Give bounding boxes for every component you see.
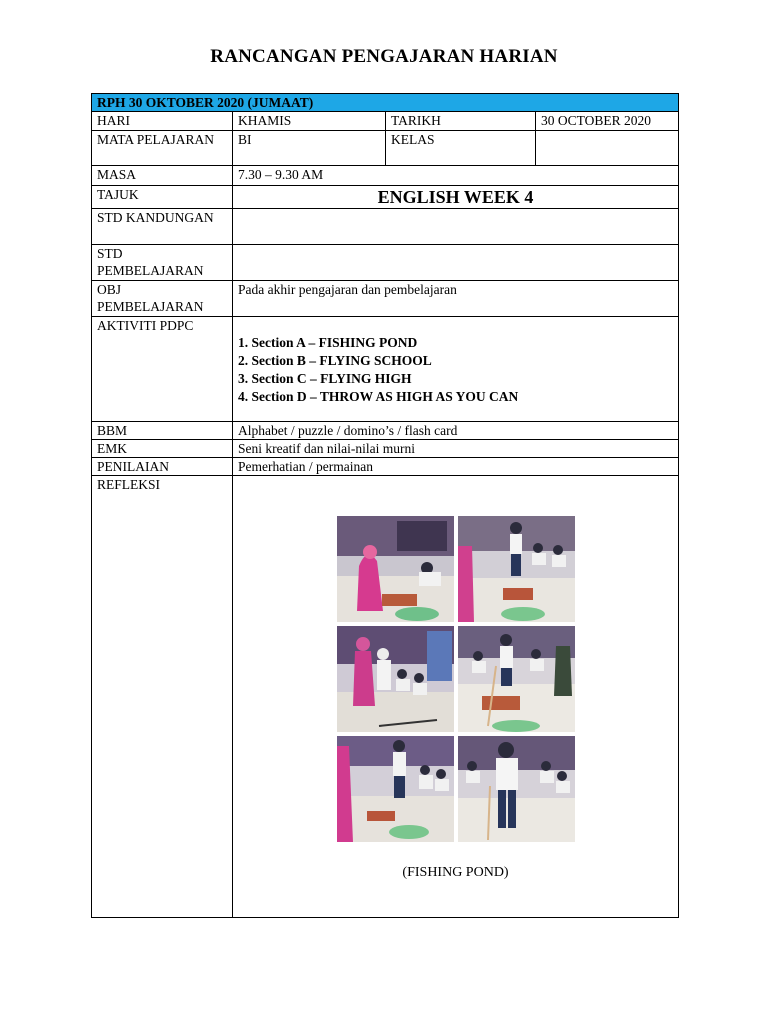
row-bbm: [92, 422, 679, 440]
header-row-text: RPH 30 OKTOBER 2020 (JUMAAT): [92, 94, 679, 112]
tajuk-label: TAJUK: [92, 186, 233, 209]
penilaian-label: PENILAIAN: [92, 458, 233, 476]
activity-photo: [337, 516, 454, 622]
bbm-label: BBM: [92, 422, 233, 440]
row-penilaian: [92, 458, 679, 476]
std-kandungan-label: STD KANDUNGAN: [92, 209, 233, 245]
row-std-pembelajaran: [92, 245, 679, 281]
row-emk: [92, 440, 679, 458]
emk-value: Seni kreatif dan nilai-nilai murni: [233, 440, 679, 458]
row-tajuk: [92, 186, 679, 209]
hari-label: HARI: [92, 112, 233, 131]
mata-pelajaran-value: BI: [233, 131, 386, 166]
aktiviti-value: [233, 317, 679, 422]
row-obj-pembelajaran: [92, 281, 679, 317]
header-row: [92, 94, 679, 112]
aktiviti-item: 2. Section B – FLYING SCHOOL: [238, 353, 432, 368]
row-aktiviti: [92, 317, 679, 422]
hari-value: KHAMIS: [233, 112, 386, 131]
row-std-kandungan: [92, 209, 679, 245]
tajuk-value: ENGLISH WEEK 4: [233, 186, 679, 209]
page-title: RANCANGAN PENGAJARAN HARIAN: [210, 46, 558, 67]
emk-label: EMK: [92, 440, 233, 458]
aktiviti-label: AKTIVITI PDPC: [92, 317, 233, 422]
activity-photo: [458, 736, 575, 842]
bbm-value: Alphabet / puzzle / domino’s / flash card: [233, 422, 679, 440]
kelas-value: [536, 131, 679, 166]
aktiviti-item: 3. Section C – FLYING HIGH: [238, 371, 412, 386]
refleksi-value: [233, 476, 679, 918]
activity-photo: [337, 626, 454, 732]
refleksi-caption: (FISHING POND): [402, 865, 509, 880]
aktiviti-item: 4. Section D – THROW AS HIGH AS YOU CAN: [238, 389, 519, 404]
std-kandungan-value: [233, 209, 679, 245]
aktiviti-list: [238, 334, 673, 406]
rph-table: [91, 93, 679, 918]
row-masa: [92, 166, 679, 186]
refleksi-label: REFLEKSI: [92, 476, 233, 918]
activity-photo: [337, 736, 454, 842]
mata-pelajaran-label: MATA PELAJARAN: [92, 131, 233, 166]
tarikh-label: TARIKH: [386, 112, 536, 131]
kelas-label: KELAS: [386, 131, 536, 166]
photo-collage: [337, 516, 575, 842]
row-hari: [92, 112, 679, 131]
obj-pembelajaran-value: Pada akhir pengajaran dan pembelajaran: [233, 281, 679, 317]
std-pembelajaran-label: STD PEMBELAJARAN: [92, 245, 233, 281]
row-refleksi: [92, 476, 679, 918]
std-pembelajaran-value: [233, 245, 679, 281]
penilaian-value: Pemerhatian / permainan: [233, 458, 679, 476]
tarikh-value: 30 OCTOBER 2020: [536, 112, 679, 131]
obj-pembelajaran-label: OBJ PEMBELAJARAN: [92, 281, 233, 317]
activity-photo: [458, 516, 575, 622]
masa-value: 7.30 – 9.30 AM: [233, 166, 679, 186]
activity-photo: [458, 626, 575, 732]
row-mata-pelajaran: [92, 131, 679, 166]
masa-label: MASA: [92, 166, 233, 186]
aktiviti-item: 1. Section A – FISHING POND: [238, 335, 418, 350]
